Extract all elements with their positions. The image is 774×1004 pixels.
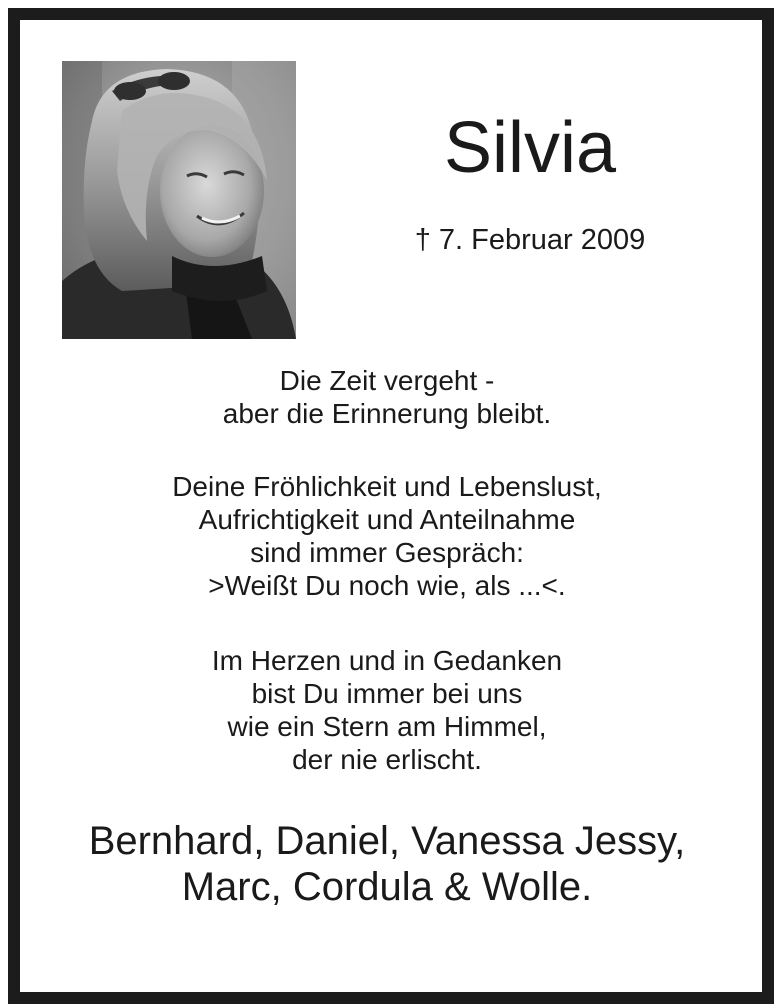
portrait-image — [62, 61, 296, 339]
poem-line: bist Du immer bei uns — [251, 678, 523, 709]
poem-line: wie ein Stern am Himmel, — [227, 711, 547, 742]
portrait-photo — [62, 61, 296, 339]
signers-line: Bernhard, Daniel, Vanessa Jessy, — [88, 819, 686, 863]
poem-line: aber die Erinnerung bleibt. — [222, 398, 552, 429]
death-date: † 7. Februar 2009 — [414, 224, 646, 256]
poem-line: Die Zeit vergeht - — [279, 365, 495, 396]
poem-stanza-3 — [80, 644, 694, 776]
signers-block — [40, 818, 734, 910]
poem-stanza-2 — [80, 470, 694, 602]
poem-line: Deine Fröhlichkeit und Lebenslust, — [172, 471, 602, 502]
poem-line: >Weißt Du noch wie, als ...<. — [208, 570, 566, 601]
deceased-name: Silvia — [443, 108, 617, 188]
poem-line: sind immer Gespräch: — [250, 537, 524, 568]
poem-stanza-1 — [80, 364, 694, 430]
signers-line: Marc, Cordula & Wolle. — [181, 865, 593, 909]
poem-line: Aufrichtigkeit und Anteilnahme — [198, 504, 576, 535]
poem-line: Im Herzen und in Gedanken — [211, 645, 563, 676]
poem-line: der nie erlischt. — [292, 744, 482, 775]
